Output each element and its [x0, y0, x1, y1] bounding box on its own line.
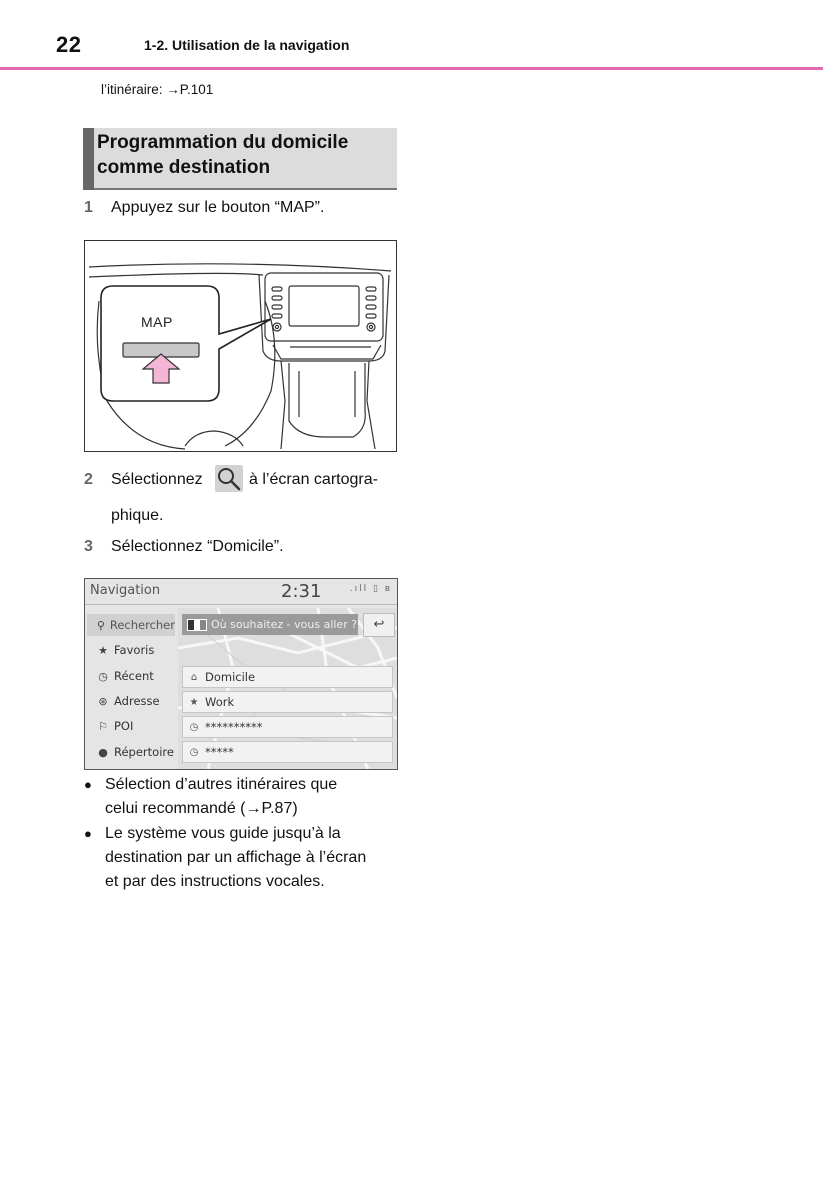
bullet-2-line-1: Le système vous guide jusqu’à la [105, 825, 341, 842]
clock-icon: ◷ [98, 669, 108, 683]
result-row-work[interactable] [182, 691, 393, 713]
status-icons: .ıll ▯ ʙ [349, 584, 392, 594]
star-icon: ★ [98, 643, 108, 657]
bullet-2-line-3: et par des instructions vocales. [105, 873, 325, 890]
step-1-text: Appuyez sur le bouton “MAP”. [111, 199, 325, 216]
menu-item-favoris[interactable] [87, 639, 175, 661]
step-2-text-before: Sélectionnez [111, 471, 203, 488]
menu-item-rechercher[interactable] [87, 614, 175, 636]
country-flag-icon [187, 619, 207, 631]
bullet-1-line-2: celui recommandé (→P.87) [105, 800, 298, 817]
star-icon: ★ [189, 696, 199, 708]
result-row-domicile[interactable] [182, 666, 393, 688]
step-2-text-continued: phique. [111, 507, 164, 524]
result-label: ***** [205, 745, 234, 759]
menu-item-label: Récent [114, 669, 154, 683]
menu-item-poi[interactable] [87, 715, 175, 737]
menu-item-repertoire[interactable] [87, 741, 175, 763]
nav-clock: 2:31 [281, 581, 322, 602]
clock-icon: ◷ [189, 721, 199, 733]
result-row-recent-2[interactable] [182, 741, 393, 763]
menu-item-label: Rechercher [109, 618, 175, 632]
page-number: 22 [56, 32, 82, 57]
step-1-number: 1 [84, 199, 93, 216]
header-rule [0, 67, 823, 70]
section-title [97, 130, 387, 180]
bullet-1-line-1: Sélection d’autres itinéraires que [105, 776, 338, 793]
magnifier-icon: ⚲ [96, 618, 105, 632]
menu-item-label: Répertoire [114, 745, 174, 759]
poi-icon: ⚐ [98, 719, 108, 733]
dashboard-drawing [85, 241, 396, 451]
bullet-1 [105, 773, 405, 821]
home-icon: ⌂ [190, 671, 198, 683]
result-label: Domicile [205, 670, 256, 684]
menu-item-label: Adresse [114, 694, 160, 708]
back-button[interactable]: ↩ [363, 613, 395, 637]
nav-header-divider [85, 604, 397, 605]
step-2-text-after: à l’écran cartogra- [249, 471, 378, 488]
reference-line: l’itinéraire: →P.101 [101, 82, 214, 97]
section-title-bar [83, 128, 94, 190]
search-placeholder: Où souhaitez - vous aller ? [211, 618, 358, 631]
result-label: Work [205, 695, 235, 709]
menu-item-label: POI [114, 719, 134, 733]
result-row-recent-1[interactable] [182, 716, 393, 738]
destination-search-input[interactable] [182, 614, 358, 635]
contact-icon: ● [98, 745, 108, 759]
step-3-text: Sélectionnez “Domicile”. [111, 538, 284, 555]
dashboard-illustration [84, 240, 397, 452]
navigation-screen [84, 578, 398, 770]
clock-icon: ◷ [189, 746, 199, 758]
bullet-marker: ● [84, 777, 92, 792]
menu-item-adresse[interactable] [87, 690, 175, 712]
bullet-2 [105, 822, 405, 894]
section-title-line-1: Programmation du domicile [97, 132, 349, 153]
result-label: ********** [205, 720, 263, 734]
nav-screen-title: Navigation [90, 583, 161, 598]
section-title-line-2: comme destination [97, 157, 271, 178]
step-3-number: 3 [84, 538, 93, 555]
menu-item-recent[interactable] [87, 665, 175, 687]
address-icon: ⊛ [98, 694, 108, 708]
search-icon [215, 465, 243, 492]
step-2-number: 2 [84, 471, 93, 488]
menu-item-label: Favoris [114, 643, 155, 657]
map-button-label: MAP [141, 314, 173, 330]
bullet-2-line-2: destination par un affichage à l’écran [105, 849, 367, 866]
bullet-marker: ● [84, 826, 92, 841]
chapter-title: 1-2. Utilisation de la navigation [144, 37, 350, 53]
